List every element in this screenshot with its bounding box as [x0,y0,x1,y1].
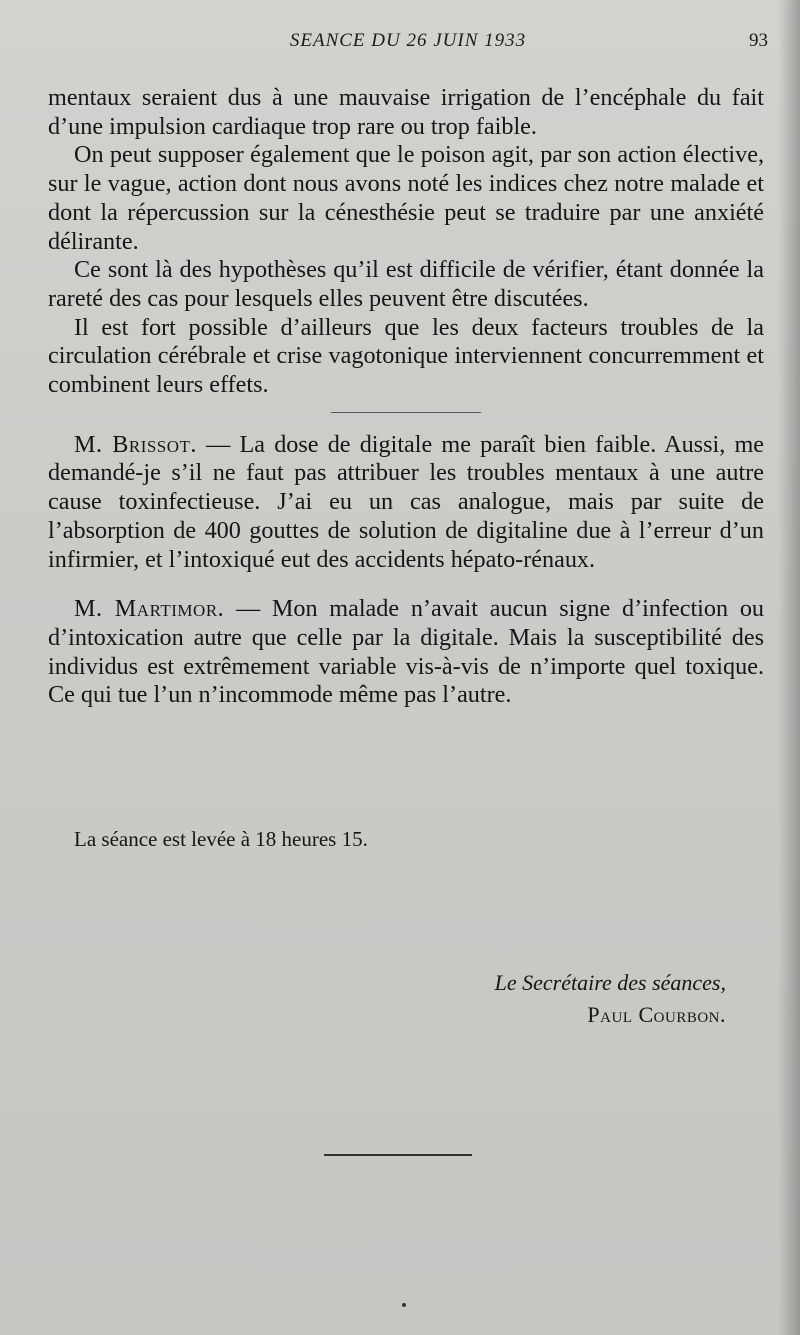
paragraph: On peut supposer également que le poison agit, par son action élective, sur le vague, action dont nous avons noté les indices chez notre malade et dont la répercussion sur la cénesthésie peut se traduire par une anxiété délirante. [48,141,764,255]
discussion-paragraph-martimor [48,595,764,710]
signature-name: Paul Courbon. [587,1002,726,1027]
page-number: 93 [749,30,768,51]
body-text [48,84,764,710]
session-closing-line: La séance est levée à 18 heures 15. [74,827,368,851]
signature-title: Le Secrétaire des séances, [494,970,726,995]
speaker-remark: — La dose de digitale me paraît bien faible. Aussi, me demandé-je s’il ne faut pas attribuer les troubles mentaux à une autre cause toxinfectieuse. J’ai eu un cas analogue, mais par suite de l’absorption de 400 gouttes de solution de digitaline due à l’erreur d’un infirmier, et l’intoxiqué eut des accidents hépato-rénaux. [48,430,764,573]
end-rule [324,1154,472,1156]
speaker-remark: — Mon malade n’avait aucun signe d’infection ou d’intoxication autre que celle par la digitale. Mais la susceptibilité des individus est extrêmement variable vis-à-vis de n’importe quel toxique. Ce qui tue l’un n’incommode même pas l’autre. [48,595,765,709]
page-edge-shadow [778,0,800,1335]
paragraph: Ce sont là des hypothèses qu’il est difficile de vérifier, étant donnée la rareté des cas pour lesquels elles peuvent être discutées. [48,256,764,312]
print-speck [402,1303,406,1307]
speaker-name: M. Martimor. [74,595,225,623]
discussion-paragraph-brissot [48,431,764,575]
section-divider [331,412,481,413]
paragraph-gap [48,574,764,595]
paragraph: Il est fort possible d’ailleurs que les deux facteurs troubles de la circulation cérébrale et crise vagotonique interviennent concurremment et combinent leurs effets. [48,313,764,399]
running-head: SEANCE DU 26 JUIN 1933 [289,30,527,51]
speaker-name: M. Brissot. [74,430,197,458]
paragraph-continued: mentaux seraient dus à une mauvaise irrigation de l’encéphale du fait d’une impulsion cardiaque trop rare ou trop faible. [48,84,764,140]
signature-block [495,967,726,1031]
page-header [48,30,768,60]
